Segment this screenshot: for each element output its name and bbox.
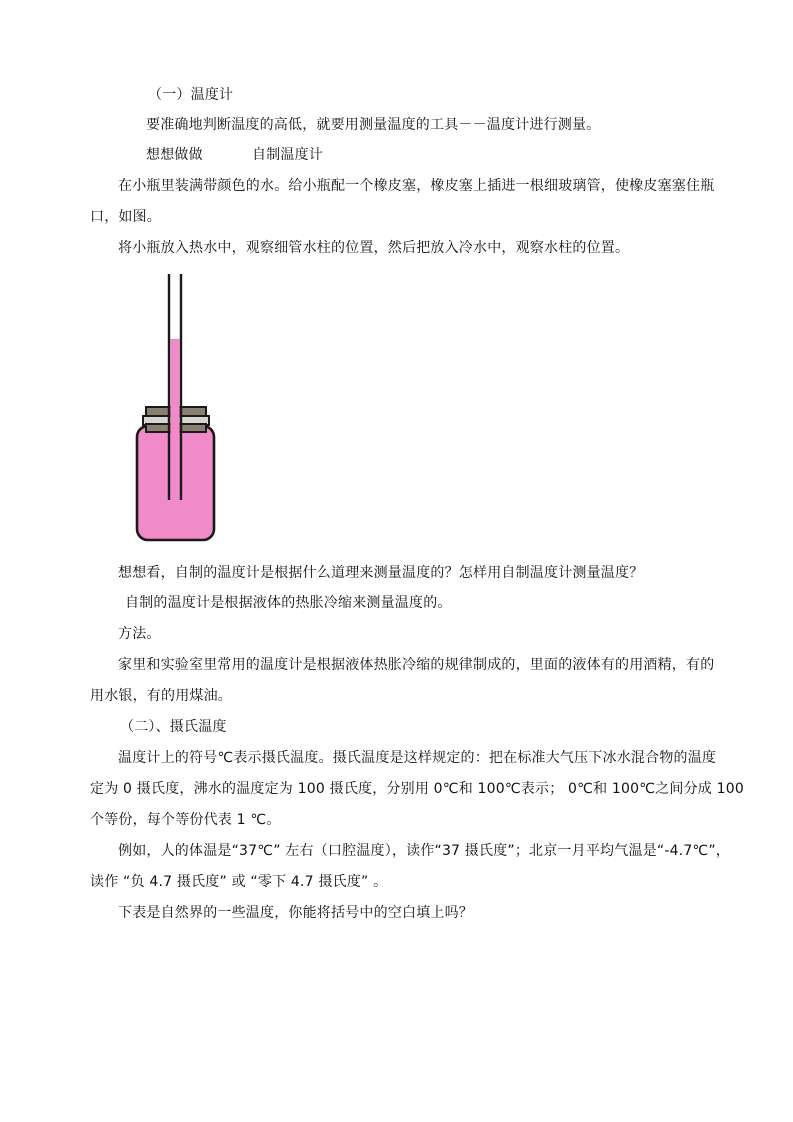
common-line2: 用水银，有的用煤油。 [90, 688, 232, 704]
step1-line1: 在小瓶里装满带颜色的水。给小瓶配一个橡皮塞，橡皮塞上插进一根细玻璃管，使橡皮塞塞住瓶 [118, 178, 715, 194]
step1-line2: 口，如图。 [90, 209, 161, 225]
common-line1: 家里和实验室里常用的温度计是根据液体热胀冷缩的规律制成的，里面的液体有的用酒精，有的 [118, 657, 715, 673]
section1-title: （一）温度计 [148, 87, 234, 103]
example-line1: 例如，人的体温是“37℃” 左右（口腔温度），读作“37 摄氏度”；北京一月平均气温是“-4.7℃”， [118, 843, 731, 859]
celsius-line2: 定为 0 摄氏度，沸水的温度定为 100 摄氏度，分别用 0℃和 100℃表示； 0℃和 100℃之间分成 100 [90, 781, 744, 797]
celsius-line3: 个等份，每个等份代表 1 ℃。 [90, 812, 281, 828]
homemade-thermometer-figure [132, 268, 220, 548]
question-paragraph: 想想看，自制的温度计是根据什么道理来测量温度的？怎样用自制温度计测量温度？ [118, 565, 644, 581]
activity-label: 想想做做 [146, 147, 203, 163]
example-line2: 读作 “负 4.7 摄氏度” 或 “零下 4.7 摄氏度” 。 [90, 874, 388, 890]
celsius-line1: 温度计上的符号℃表示摄氏温度。摄氏温度是这样规定的：把在标准大气压下冰水混合物的温度 [118, 750, 717, 766]
section2-title: （二）、摄氏温度 [120, 719, 227, 735]
table-intro: 下表是自然界的一些温度，你能将括号中的空白填上吗？ [118, 905, 473, 921]
step2-paragraph: 将小瓶放入热水中，观察细管水柱的位置，然后把放入冷水中，观察水柱的位置。 [118, 240, 630, 256]
tube-liquid [171, 339, 180, 506]
intro-paragraph: 要准确地判断温度的高低，就要用测量温度的工具－－温度计进行测量。 [146, 117, 601, 133]
activity-title: 自制温度计 [252, 147, 323, 163]
answer-paragraph: 自制的温度计是根据液体的热胀冷缩来测量温度的。 [125, 595, 452, 611]
method-label: 方法。 [118, 626, 161, 642]
